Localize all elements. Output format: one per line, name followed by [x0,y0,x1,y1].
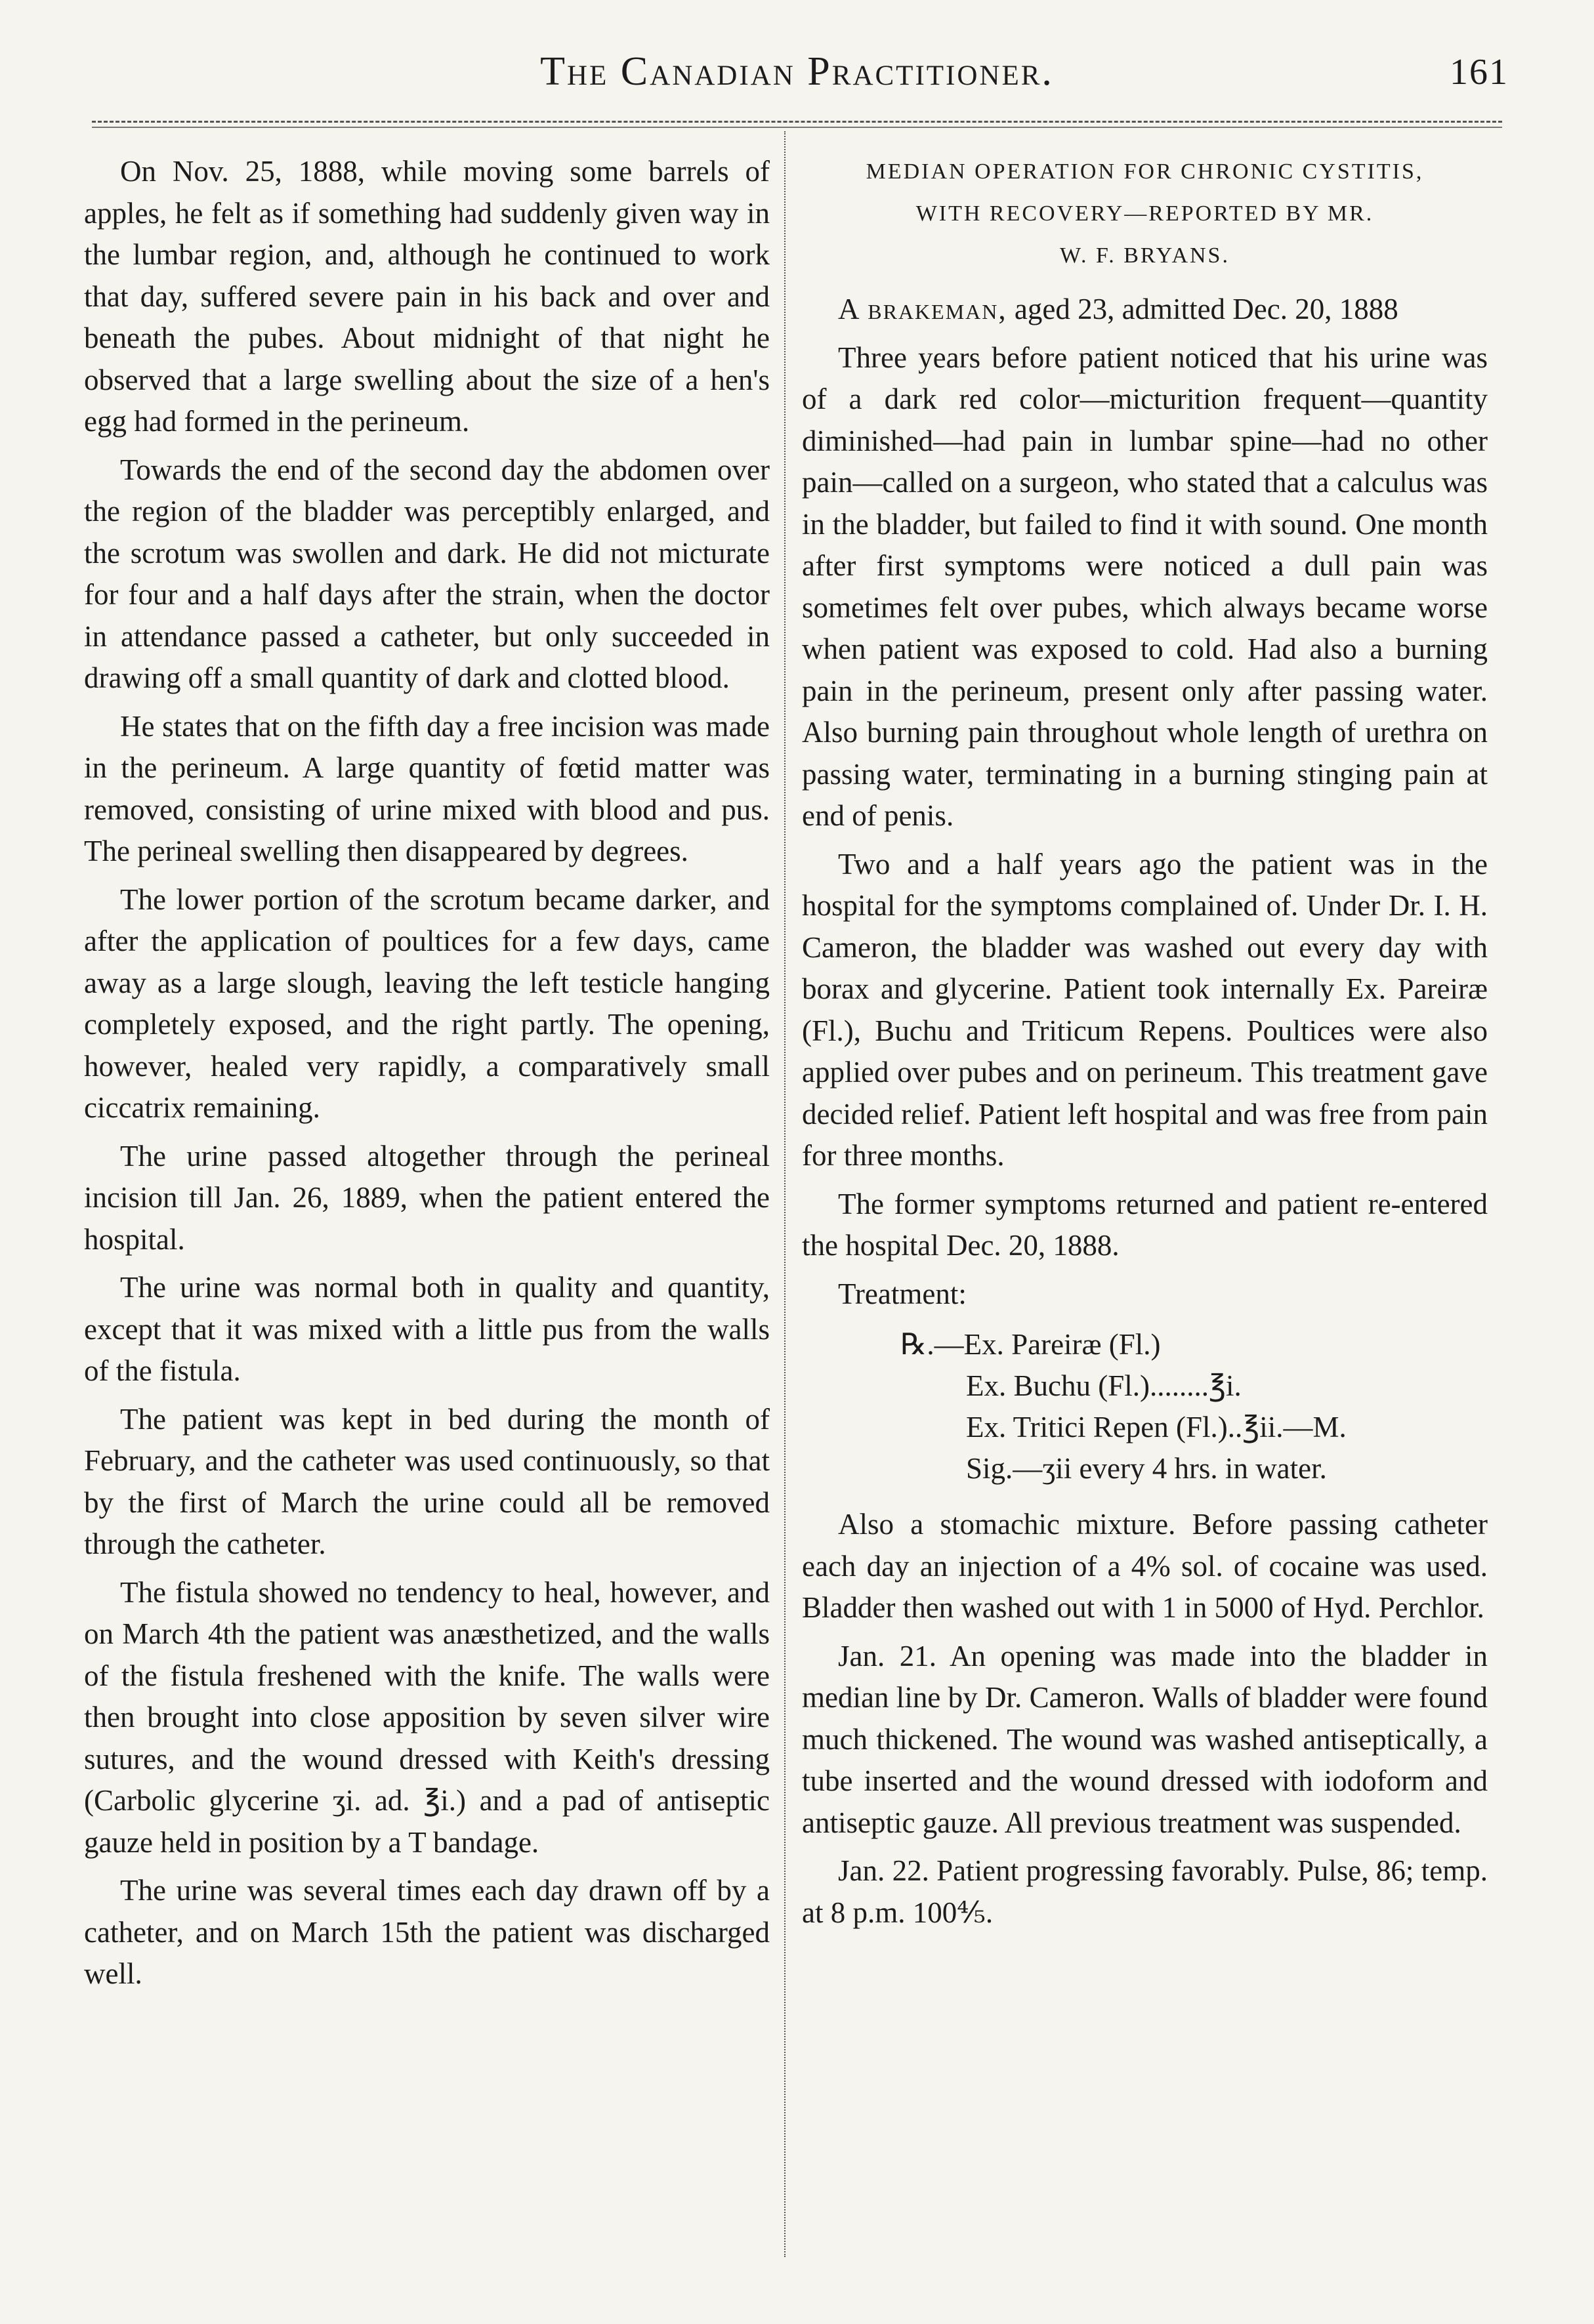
article-heading [802,151,1488,277]
paragraph: Three years before patient noticed that his urine was of a dark red color—micturition frequent—quantity diminished—had pain in lumbar spine—had no other pain—called on a surgeon, who stated that a calculus was in the bladder, but failed to find it with sound. One month after first symptoms were noticed a dull pain was sometimes felt over pubes, which always became worse when patient was exposed to cold. Had also a burning pain in the perineum, present only after passing water. Also burning pain throughout whole length of urethra on passing water, terminating in a burning stinging pain at end of penis. [802,341,1488,832]
page-number: 161 [1450,52,1509,93]
column-divider [784,131,786,2257]
prescription-line: Sig.—ʒii every 4 hrs. in water. [966,1452,1327,1485]
paragraph: The fistula showed no tendency to heal, however, and on March 4th the patient was anæsthetized, and the walls of the fistula freshened with the knife. The walls were then brought into close apposition by seven silver wire sutures, and the wound dressed with Keith's dressing (Carbolic glycerine ʒi. ad. ℥i.) and a pad of antiseptic gauze held in position by a T bandage. [84,1575,770,1859]
paragraph: On Nov. 25, 1888, while moving some barrels of apples, he felt as if something had suddenly given way in the lumbar region, and, although he continued to work that day, suffered severe pain in his back and over and beneath the pubes. About midnight of that night he observed that a large swelling about the size of a hen's egg had formed in the perineum. [84,155,770,438]
paragraph: The urine was normal both in quality and quantity, except that it was mixed with a little pus from the walls of the fistula. [84,1271,770,1387]
paragraph: He states that on the fifth day a free incision was made in the perineum. A large quantity of fœtid matter was removed, consisting of urine mixed with blood and pus. The perineal swelling then disappeared by degrees. [84,709,770,867]
prescription-line: Ex. Buchu (Fl.)........℥i. [966,1369,1242,1402]
paragraph: The urine passed altogether through the perineal incision till Jan. 26, 1889, when the patient entered the hospital. [84,1139,770,1256]
treatment-label: Treatment: [838,1277,967,1310]
paragraph: Jan. 21. An opening was made into the bladder in median line by Dr. Cameron. Walls of bladder were found much thickened. The wound was washed antiseptically, a tube inserted and the wound dressed with iodoform and antiseptic gauze. All previous treatment was suspended. [802,1639,1488,1839]
paragraph: Jan. 22. Patient progressing favorably. Pulse, 86; temp. at 8 p.m. 100⅘. [802,1854,1488,1929]
article-heading-line: MEDIAN OPERATION FOR CHRONIC CYSTITIS, [866,159,1424,184]
running-title: The Canadian Practitioner. [540,49,1054,94]
prescription-line: Ex. Tritici Repen (Fl.)..℥ii.—M. [966,1411,1347,1443]
left-column [84,151,770,2002]
running-head [85,39,1509,112]
header-rule [92,121,1502,128]
paragraph: Two and a half years ago the patient was in the hospital for the symptoms complained of. Under Dr. I. H. Cameron, the bladder was washed out every day with borax and glycerine. Patient took internally Ex. Pareiræ (Fl.), Buchu and Triticum Repens. Poultices were also applied over pubes and on perineum. This treatment gave decided relief. Patient left hospital and was free from pain for three months. [802,847,1488,1172]
paragraph: The former symptoms returned and patient re-entered the hospital Dec. 20, 1888. [802,1187,1488,1262]
article-heading-line: WITH RECOVERY—REPORTED BY MR. [915,201,1374,226]
lead-words: A brakeman, [838,293,1007,325]
paragraph: Towards the end of the second day the abdomen over the region of the bladder was perceptibly enlarged, and the scrotum was swollen and dark. He did not micturate for four and a half days after the strain, when the doctor in attendance passed a catheter, but only succeeded in drawing off a small quantity of dark and clotted blood. [84,453,770,694]
right-column [802,151,1488,1940]
case-opening-paragraph [802,289,1488,331]
paragraph: The patient was kept in bed during the month of February, and the catheter was used continuously, so that by the first of March the urine could all be removed through the catheter. [84,1402,770,1560]
lead-rest: aged 23, admitted Dec. 20, 1888 [1007,293,1398,325]
paragraph: The lower portion of the scrotum became darker, and after the application of poultices for a few days, came away as a large slough, leaving the left testicle hanging completely exposed, and the right partly. The opening, however, healed very rapidly, a comparatively small ciccatrix remaining. [84,882,770,1124]
paragraph: Also a stomachic mixture. Before passing catheter each day an injection of a 4% sol. of cocaine was used. Bladder then washed out with 1 in 5000 of Hyd. Perchlor. [802,1508,1488,1624]
article-heading-line: W. F. BRYANS. [1060,243,1230,268]
paragraph: The urine was several times each day drawn off by a catheter, and on March 15th the patient was discharged well. [84,1874,770,1990]
prescription [802,1324,1488,1489]
prescription-line: ℞.—Ex. Pareiræ (Fl.) [900,1328,1161,1361]
